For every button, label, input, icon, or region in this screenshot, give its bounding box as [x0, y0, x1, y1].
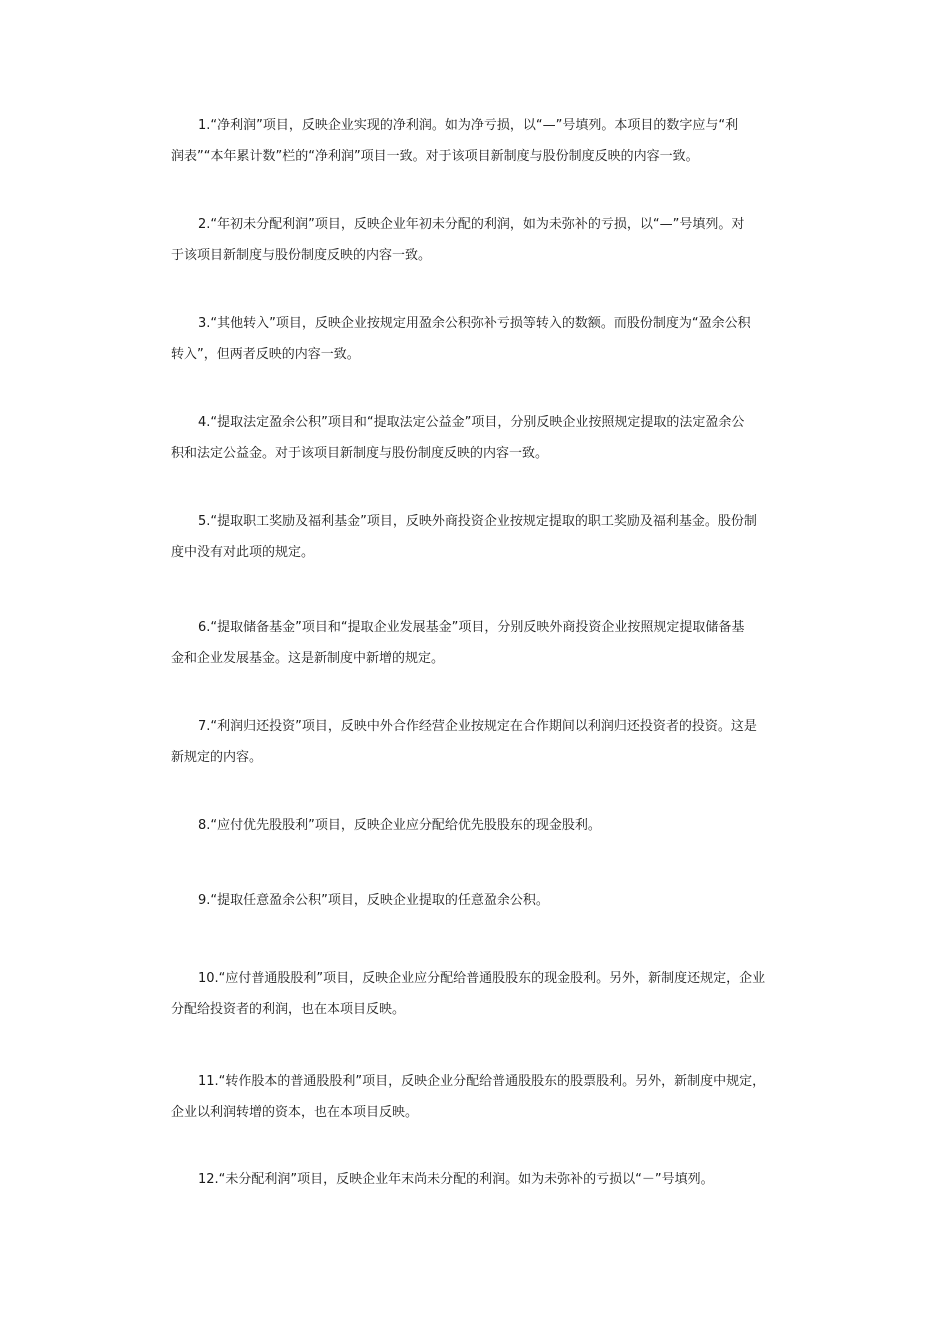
paragraph-10: [144, 963, 806, 1025]
paragraph-1: [144, 110, 806, 172]
paragraph-7-line-2: 新规定的内容。: [171, 750, 263, 765]
paragraph-9: [144, 885, 806, 916]
paragraph-4-line-1: 4.“提取法定盈余公积”项目和“提取法定公益金”项目，分别反映企业按照规定提取的法定盈余公: [198, 415, 745, 430]
paragraph-4-line-2: 积和法定公益金。对于该项目新制度与股份制度反映的内容一致。: [171, 446, 549, 461]
paragraph-2-line-2: 于该项目新制度与股份制度反映的内容一致。: [171, 248, 432, 263]
paragraph-12: [144, 1164, 806, 1195]
paragraph-6: [144, 612, 806, 674]
paragraph-4: [144, 407, 806, 469]
paragraph-1-line-1: 1.“净利润”项目，反映企业实现的净利润。如为净亏损，以“—”号填列。本项目的数字应与“利: [198, 118, 739, 133]
paragraph-11-line-2: 企业以利润转增的资本，也在本项目反映。: [171, 1105, 419, 1120]
paragraph-9-line-1: 9.“提取任意盈余公积”项目，反映企业提取的任意盈余公积。: [198, 893, 549, 908]
paragraph-11-line-1: 11.“转作股本的普通股股利”项目，反映企业分配给普通股股东的股票股利。另外，新制度中规定，: [198, 1074, 766, 1089]
paragraph-3: [144, 308, 806, 370]
paragraph-2-line-1: 2.“年初未分配利润”项目，反映企业年初未分配的利润，如为未弥补的亏损，以“—”号填列。对: [198, 217, 745, 232]
paragraph-8-line-1: 8.“应付优先股股利”项目，反映企业应分配给优先股股东的现金股利。: [198, 818, 601, 833]
paragraph-5-line-2: 度中没有对此项的规定。: [171, 545, 315, 560]
paragraph-11: [144, 1066, 806, 1128]
paragraph-8: [144, 810, 806, 841]
paragraph-6-line-1: 6.“提取储备基金”项目和“提取企业发展基金”项目，分别反映外商投资企业按照规定提取储备基: [198, 620, 745, 635]
paragraph-12-line-1: 12.“未分配利润”项目，反映企业年末尚未分配的利润。如为未弥补的亏损以“－”号填列。: [198, 1172, 714, 1187]
paragraph-3-line-1: 3.“其他转入”项目，反映企业按规定用盈余公积弥补亏损等转入的数额。而股份制度为“盈余公积: [198, 316, 751, 331]
paragraph-10-line-1: 10.“应付普通股股利”项目，反映企业应分配给普通股股东的现金股利。另外，新制度还规定，企业: [198, 971, 766, 986]
paragraph-5-line-1: 5.“提取职工奖励及福利基金”项目，反映外商投资企业按规定提取的职工奖励及福利基金。股份制: [198, 514, 757, 529]
paragraph-7-line-1: 7.“利润归还投资”项目，反映中外合作经营企业按规定在合作期间以利润归还投资者的投资。这是: [198, 719, 757, 734]
paragraph-6-line-2: 金和企业发展基金。这是新制度中新增的规定。: [171, 651, 445, 666]
paragraph-7: [144, 711, 806, 773]
paragraph-3-line-2: 转入”，但两者反映的内容一致。: [171, 347, 360, 362]
paragraph-10-line-2: 分配给投资者的利润，也在本项目反映。: [171, 1002, 406, 1017]
paragraph-2: [144, 209, 806, 271]
paragraph-1-line-2: 润表”“本年累计数”栏的“净利润”项目一致。对于该项目新制度与股份制度反映的内容一致。: [171, 149, 699, 164]
paragraph-5: [144, 506, 806, 568]
